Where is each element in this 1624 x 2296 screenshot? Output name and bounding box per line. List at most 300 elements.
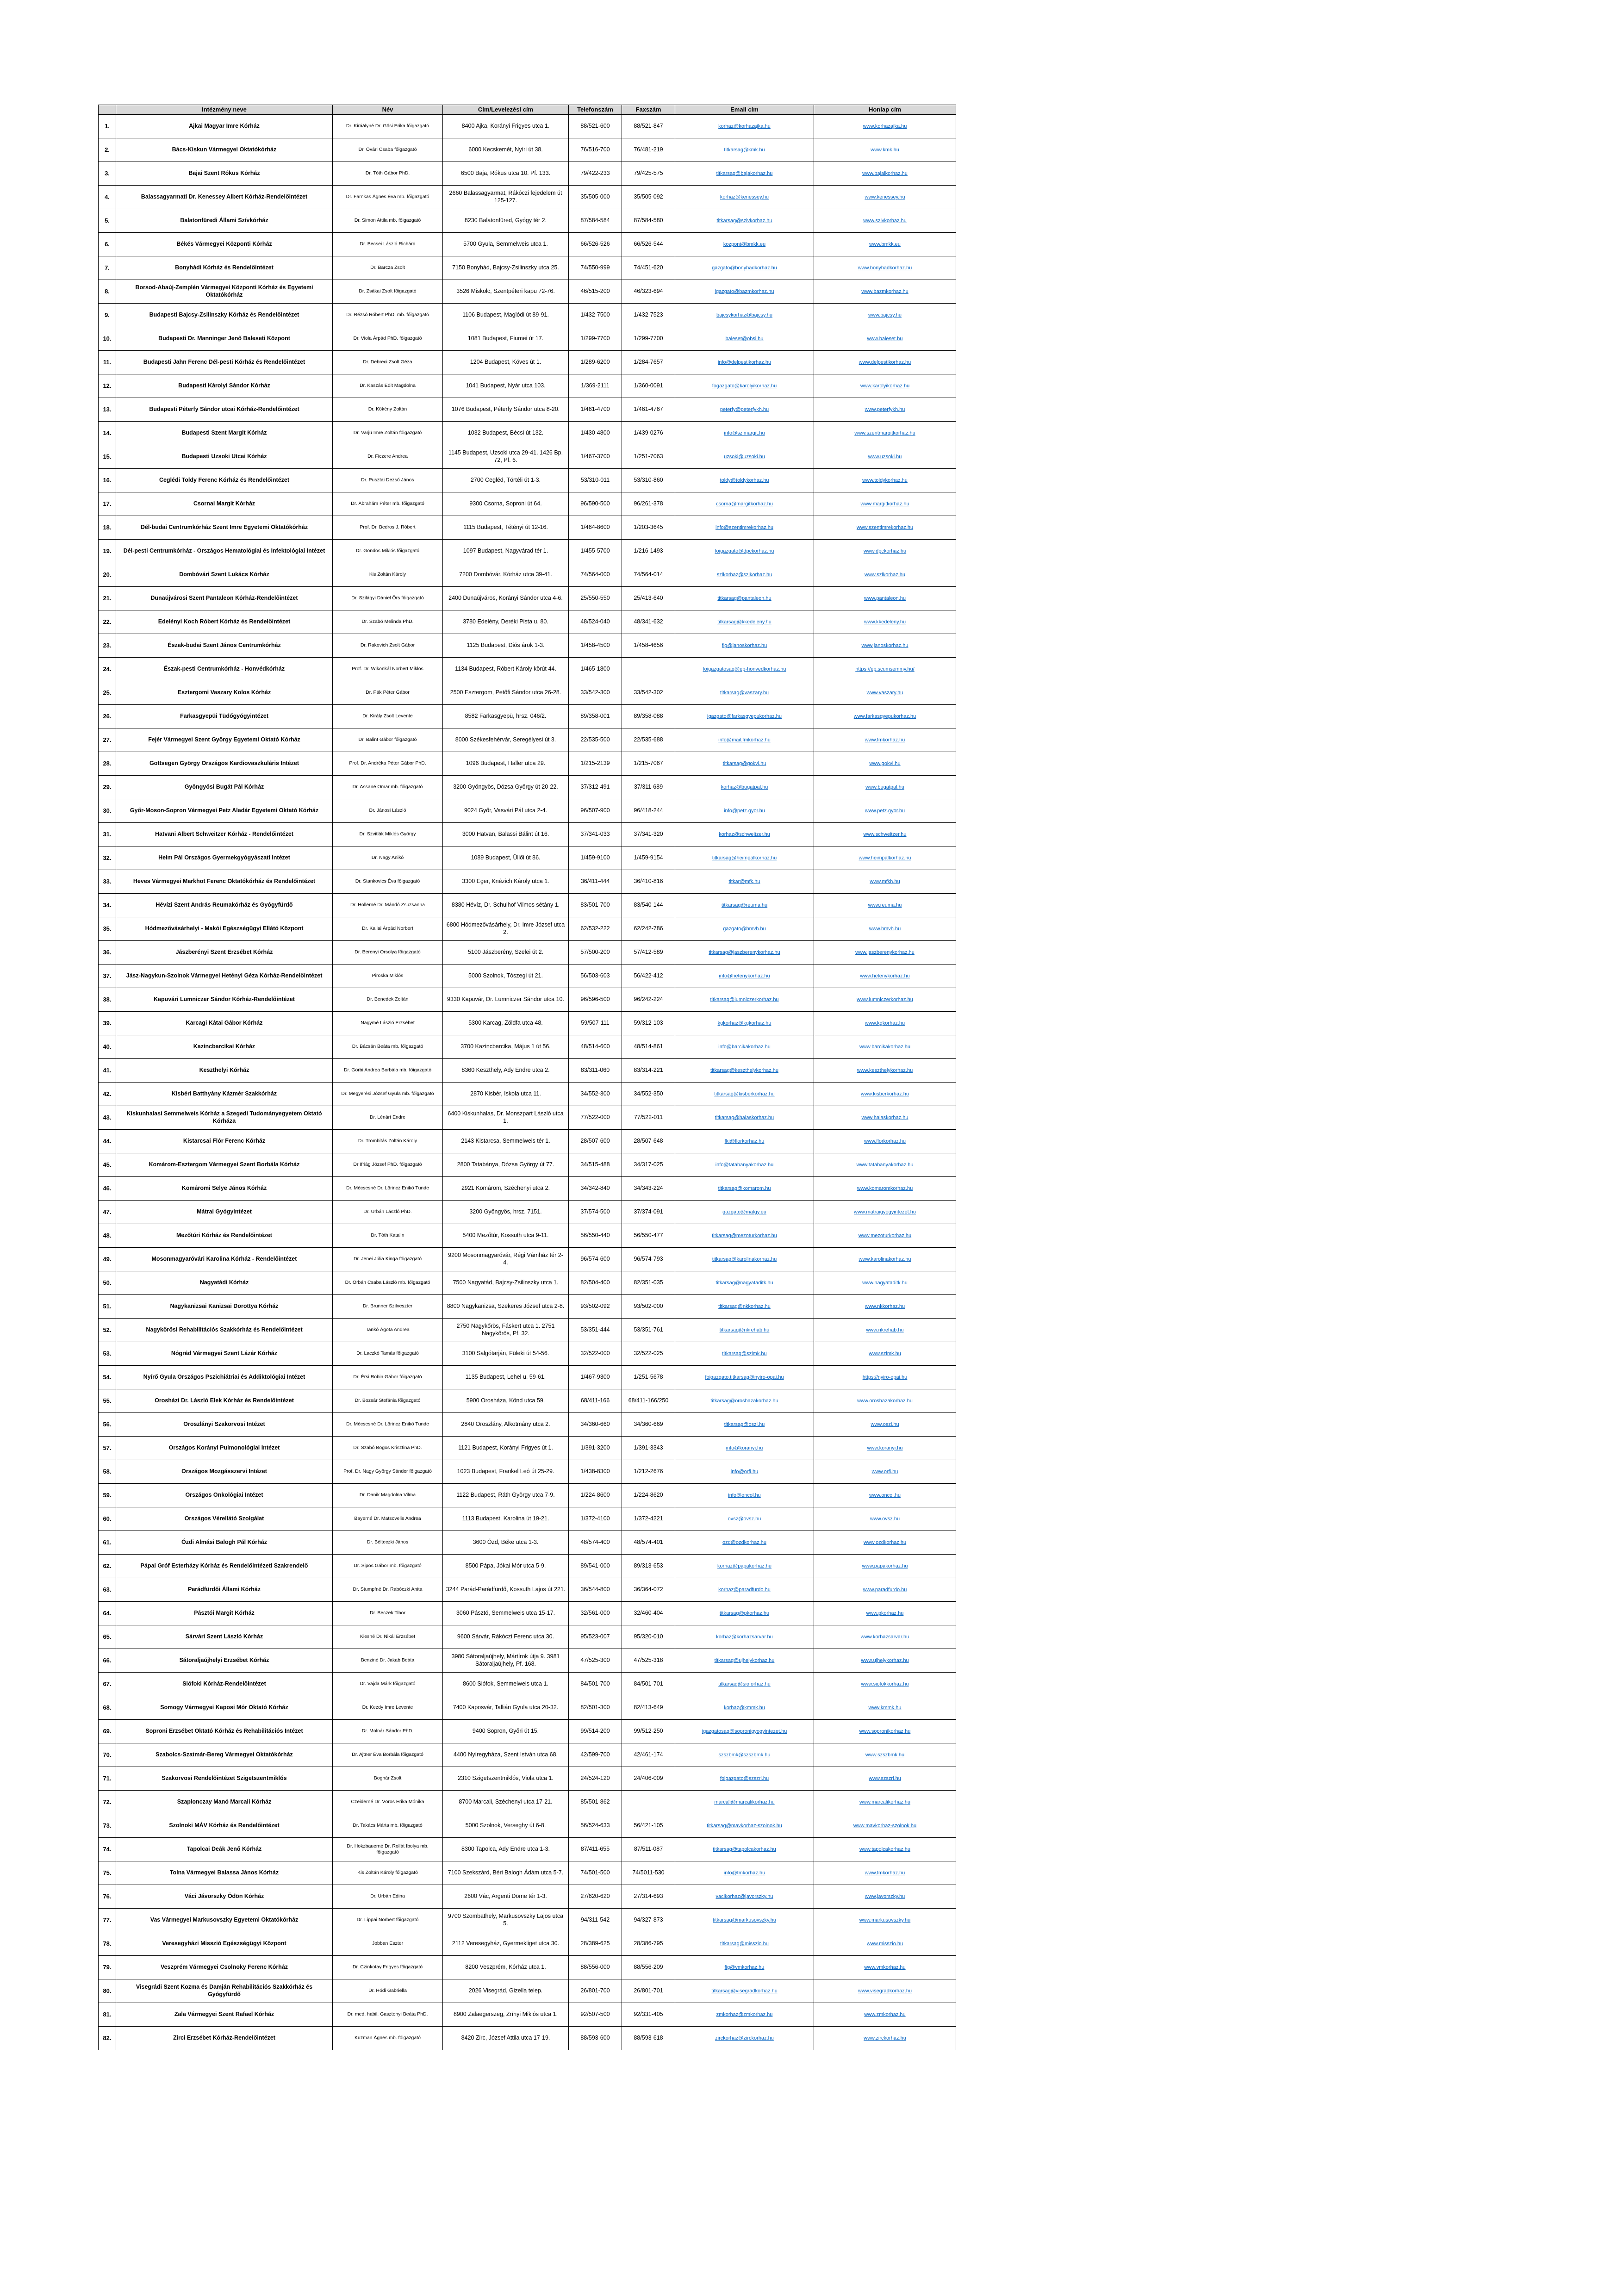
table-row bbox=[99, 563, 956, 587]
website-link[interactable]: www.nagyataditk.hu bbox=[862, 1280, 908, 1286]
fax-number: 34/552-350 bbox=[622, 1083, 675, 1106]
address: 6000 Kecskemét, Nyíri út 38. bbox=[443, 138, 569, 162]
fax-number: 1/215-7067 bbox=[622, 752, 675, 776]
director-name: Piroska Miklós bbox=[333, 964, 443, 988]
email-link[interactable]: titkarsag@ujhelykorhaz.hu bbox=[714, 1658, 775, 1664]
email-link[interactable]: fig@janoskorhaz.hu bbox=[722, 643, 767, 649]
email-link-cell bbox=[675, 1649, 814, 1673]
email-link[interactable]: foigazgato.titkarsag@nyiro-opai.hu bbox=[705, 1375, 784, 1381]
email-link[interactable]: info@hetenykorhaz.hu bbox=[719, 973, 770, 979]
phone-number: 37/341-033 bbox=[569, 823, 622, 846]
email-link[interactable]: titkarsag@szlmk.hu bbox=[722, 1351, 767, 1357]
website-link[interactable]: www.szlmk.hu bbox=[869, 1351, 901, 1357]
table-row bbox=[99, 138, 956, 162]
address: 3300 Eger, Knézich Károly utca 1. bbox=[443, 870, 569, 894]
institution-name: Veresegyházi Misszió Egészségügyi Központ bbox=[116, 1932, 333, 1956]
website-link[interactable]: www.tapolcakorhaz.hu bbox=[859, 1847, 911, 1853]
institution-name: Farkasgyepüi Tüdőgyógyintézet bbox=[116, 705, 333, 728]
email-link[interactable]: fig@vmkorhaz.hu bbox=[724, 1965, 765, 1971]
website-link[interactable]: www.delpestikorhaz.hu bbox=[859, 360, 911, 366]
email-link[interactable]: titkarsag@mezoturkorhaz.hu bbox=[712, 1233, 777, 1239]
email-link[interactable]: korhaz@paradfurdo.hu bbox=[718, 1587, 771, 1593]
email-link[interactable]: zirckorhaz@zirckorhaz.hu bbox=[715, 2035, 774, 2041]
website-link[interactable]: www.janoskorhaz.hu bbox=[861, 643, 908, 649]
institution-name: Somogy Vármegyei Kaposi Mór Oktató Kórház bbox=[116, 1696, 333, 1720]
table-row bbox=[99, 1248, 956, 1271]
row-number: 74. bbox=[99, 1838, 116, 1861]
address: 8380 Hévíz, Dr. Schulhof Vilmos sétány 1. bbox=[443, 894, 569, 917]
website-link[interactable]: www.pantaleon.hu bbox=[864, 596, 906, 602]
website-link[interactable]: www.nkkorhaz.hu bbox=[865, 1304, 905, 1310]
website-link[interactable]: www.sopronikorhaz.hu bbox=[859, 1729, 911, 1735]
email-link[interactable]: titkarsag@sioforhaz.hu bbox=[718, 1681, 771, 1687]
website-link[interactable]: www.ujhelykorhaz.hu bbox=[861, 1658, 909, 1664]
fax-number: 99/512-250 bbox=[622, 1720, 675, 1743]
website-link[interactable]: www.gokvi.hu bbox=[869, 761, 901, 767]
email-link[interactable]: titkarsag@lumniczerkorhaz.hu bbox=[710, 997, 779, 1003]
website-link[interactable]: www.szszri.hu bbox=[869, 1776, 901, 1782]
row-number: 2. bbox=[99, 138, 116, 162]
website-link-cell bbox=[814, 1649, 956, 1673]
website-link[interactable]: www.pkorhaz.hu bbox=[866, 1611, 904, 1617]
row-number: 16. bbox=[99, 469, 116, 492]
email-link[interactable]: titkarsag@misszio.hu bbox=[720, 1941, 769, 1947]
phone-number: 1/432-7500 bbox=[569, 304, 622, 327]
row-number: 56. bbox=[99, 1413, 116, 1437]
email-link[interactable]: vacikorhaz@javorszky.hu bbox=[716, 1894, 773, 1900]
email-link[interactable]: info@barcikakorhaz.hu bbox=[718, 1044, 771, 1050]
fax-number: 36/410-816 bbox=[622, 870, 675, 894]
table-row bbox=[99, 1201, 956, 1224]
email-link[interactable]: baleset@obsi.hu bbox=[725, 336, 764, 342]
website-link-cell bbox=[814, 941, 956, 964]
address: 1041 Budapest, Nyár utca 103. bbox=[443, 374, 569, 398]
table-row bbox=[99, 1956, 956, 1979]
email-link[interactable]: foigazgato@szszri.hu bbox=[720, 1776, 769, 1782]
website-link[interactable]: www.bonyhadkorhaz.hu bbox=[858, 265, 912, 271]
website-link[interactable]: www.schweitzer.hu bbox=[863, 832, 907, 838]
address: 1081 Budapest, Fiumei út 17. bbox=[443, 327, 569, 351]
website-link[interactable]: www.bugatpal.hu bbox=[865, 784, 904, 790]
email-link[interactable]: titkarsag@tapolcakorhaz.hu bbox=[713, 1847, 776, 1853]
director-name: Dr. Gondos Miklós főigazgató bbox=[333, 540, 443, 563]
fax-number: 48/514-861 bbox=[622, 1035, 675, 1059]
website-link[interactable]: www.zmkorhaz.hu bbox=[864, 2012, 906, 2018]
address: 2921 Komárom, Széchenyi utca 2. bbox=[443, 1177, 569, 1201]
website-link[interactable]: www.bajcsy.hu bbox=[868, 312, 902, 318]
institution-name: Kisbéri Batthyány Kázmér Szakkórház bbox=[116, 1083, 333, 1106]
website-link[interactable]: www.tatabanyakorhaz.hu bbox=[856, 1162, 914, 1168]
email-link[interactable]: titkarsag@pantaleon.hu bbox=[717, 596, 772, 602]
website-link[interactable]: www.margitkorhaz.hu bbox=[860, 501, 909, 507]
website-link[interactable]: www.uzsoki.hu bbox=[868, 454, 902, 460]
website-link[interactable]: www.koranyi.hu bbox=[867, 1445, 903, 1451]
phone-number: 77/522-000 bbox=[569, 1106, 622, 1130]
fax-number: 56/421-105 bbox=[622, 1814, 675, 1838]
website-link[interactable]: www.reuma.hu bbox=[868, 902, 902, 908]
director-name: Dr. Rakovich Zsolt Gábor bbox=[333, 634, 443, 658]
table-row bbox=[99, 587, 956, 610]
website-link[interactable]: www.karolinakorhaz.hu bbox=[859, 1257, 911, 1263]
row-number: 77. bbox=[99, 1909, 116, 1932]
website-link[interactable]: www.szivkorhaz.hu bbox=[863, 218, 907, 224]
website-link-cell bbox=[814, 1177, 956, 1201]
fax-number: 62/242-786 bbox=[622, 917, 675, 941]
row-number: 31. bbox=[99, 823, 116, 846]
website-link[interactable]: www.peterfykh.hu bbox=[865, 407, 905, 413]
address: 8900 Zalaegerszeg, Zrínyi Miklós utca 1. bbox=[443, 2003, 569, 2027]
email-link[interactable]: gazgato@bonyhadkorhaz.hu bbox=[712, 265, 777, 271]
website-link[interactable]: www.heimpalkorhaz.hu bbox=[859, 855, 911, 861]
website-link[interactable]: www.barcikakorhaz.hu bbox=[859, 1044, 911, 1050]
website-link[interactable]: www.korhazajka.hu bbox=[863, 124, 907, 130]
director-name: Dr. Orbán Csaba László mb. főigazgató bbox=[333, 1271, 443, 1295]
website-link[interactable]: www.paradfurdo.hu bbox=[863, 1587, 907, 1593]
institution-name: Nyírő Gyula Országos Pszichiátriai és Addiktológiai Intézet bbox=[116, 1366, 333, 1389]
fax-number: 95/320-010 bbox=[622, 1625, 675, 1649]
email-link-cell bbox=[675, 1909, 814, 1932]
email-link[interactable]: csorna@margitkorhaz.hu bbox=[716, 501, 773, 507]
institution-name: Budapesti Dr. Manninger Jenő Baleseti Központ bbox=[116, 327, 333, 351]
institution-name: Visegrádi Szent Kozma és Damján Rehabilitációs Szakkórház és Gyógyfürdő bbox=[116, 1979, 333, 2003]
institution-name: Gottsegen György Országos Kardiovaszkuláris Intézet bbox=[116, 752, 333, 776]
email-link[interactable]: info@szentimrekorhaz.hu bbox=[716, 525, 773, 531]
email-link-cell bbox=[675, 563, 814, 587]
website-link[interactable]: https://nyiro-opai.hu bbox=[862, 1375, 908, 1381]
institution-name: Fejér Vármegyei Szent György Egyetemi Oktató Kórház bbox=[116, 728, 333, 752]
email-link-cell bbox=[675, 1743, 814, 1767]
director-name: Dr. Urbán László PhD. bbox=[333, 1201, 443, 1224]
website-link[interactable]: www.oncol.hu bbox=[869, 1493, 901, 1499]
email-link[interactable]: fki@florkorhaz.hu bbox=[724, 1139, 765, 1145]
website-link[interactable]: www.marcalikorhaz.hu bbox=[859, 1799, 911, 1805]
email-link[interactable]: titkarsag@halaskorhaz.hu bbox=[715, 1115, 774, 1121]
website-link[interactable]: www.mavkorhaz-szolnok.hu bbox=[853, 1823, 917, 1829]
email-link[interactable]: titkarsag@oszi.hu bbox=[724, 1422, 765, 1428]
row-number: 23. bbox=[99, 634, 116, 658]
email-link[interactable]: info@delpestikorhaz.hu bbox=[717, 360, 772, 366]
phone-number: 1/458-4500 bbox=[569, 634, 622, 658]
website-link[interactable]: www.lumniczerkorhaz.hu bbox=[857, 997, 913, 1003]
director-name: Kiesné Dr. Nikál Erzsébet bbox=[333, 1625, 443, 1649]
email-link[interactable]: titkarsag@visegradkorhaz.hu bbox=[711, 1988, 778, 1994]
director-name: Dr. Király Zsolt Levente bbox=[333, 705, 443, 728]
email-link[interactable]: toldy@toldykorhaz.hu bbox=[720, 478, 769, 484]
website-link[interactable]: www.fmkorhaz.hu bbox=[865, 737, 905, 743]
website-link-cell bbox=[814, 1342, 956, 1366]
website-link-cell bbox=[814, 1130, 956, 1153]
fax-number: 1/251-7063 bbox=[622, 445, 675, 469]
email-link[interactable]: szlkorhaz@szlkorhaz.hu bbox=[716, 572, 772, 578]
email-link-cell bbox=[675, 1153, 814, 1177]
email-link-cell bbox=[675, 1271, 814, 1295]
row-number: 40. bbox=[99, 1035, 116, 1059]
email-link[interactable]: info@orfi.hu bbox=[730, 1469, 759, 1475]
table-row bbox=[99, 186, 956, 209]
website-link[interactable]: www.kgkorhaz.hu bbox=[865, 1020, 905, 1027]
email-link[interactable]: info@tmkorhaz.hu bbox=[723, 1870, 765, 1876]
email-link[interactable]: titkarsag@keszthelykorhaz.hu bbox=[710, 1068, 778, 1074]
institution-name: Orosházi Dr. László Elek Kórház és Rendelőintézet bbox=[116, 1389, 333, 1413]
address: 7200 Dombóvár, Kórház utca 39-41. bbox=[443, 563, 569, 587]
email-link[interactable]: zmkorhaz@zmkorhaz.hu bbox=[716, 2012, 773, 2018]
email-link[interactable]: foigazgatosag@ep-honvedkorhaz.hu bbox=[703, 666, 786, 672]
website-link[interactable]: www.ovsz.hu bbox=[870, 1516, 900, 1522]
website-link-cell bbox=[814, 516, 956, 540]
website-link[interactable]: www.bajaikorhaz.hu bbox=[862, 171, 908, 177]
website-link[interactable]: www.farkasgyepukorhaz.hu bbox=[853, 714, 916, 720]
email-link[interactable]: fogazgato@karolyikorhaz.hu bbox=[712, 383, 777, 389]
website-link[interactable]: www.vmkorhaz.hu bbox=[864, 1965, 906, 1971]
phone-number: 27/620-620 bbox=[569, 1885, 622, 1909]
director-name: Kuzman Ágnes mb. főigazgató bbox=[333, 2027, 443, 2050]
website-link[interactable]: www.oszi.hu bbox=[871, 1422, 899, 1428]
website-link[interactable]: www.matraigyogyintezet.hu bbox=[854, 1209, 916, 1215]
institution-name: Jászberényi Szent Erzsébet Kórház bbox=[116, 941, 333, 964]
website-link[interactable]: www.halaskorhaz.hu bbox=[861, 1115, 908, 1121]
website-link[interactable]: www.misszio.hu bbox=[866, 1941, 903, 1947]
email-link[interactable]: peterfy@peterfykh.hu bbox=[720, 407, 769, 413]
website-link-cell bbox=[814, 1248, 956, 1271]
phone-number: 74/550-999 bbox=[569, 256, 622, 280]
email-link-cell bbox=[675, 233, 814, 256]
address: 3980 Sátoraljaújhely, Mártírok útja 9. 3981 Sátoraljaújhely, Pf. 168. bbox=[443, 1649, 569, 1673]
fax-number: 1/251-5678 bbox=[622, 1366, 675, 1389]
email-link-cell bbox=[675, 1295, 814, 1319]
website-link[interactable]: www.hmvh.hu bbox=[869, 926, 901, 932]
email-link-cell bbox=[675, 1389, 814, 1413]
row-number: 1. bbox=[99, 115, 116, 138]
website-link[interactable]: www.kisberkorhaz.hu bbox=[861, 1091, 909, 1097]
email-link[interactable]: igazgato@bazmkorhaz.hu bbox=[715, 289, 774, 295]
email-link[interactable]: korhaz@kmmk.hu bbox=[724, 1705, 765, 1711]
email-link[interactable]: info@szimargit.hu bbox=[724, 430, 765, 436]
website-link[interactable]: www.kenessey.hu bbox=[865, 194, 905, 200]
institution-name: Kapuvári Lumniczer Sándor Kórház-Rendelőintézet bbox=[116, 988, 333, 1012]
website-link[interactable]: www.korhazsarvar.hu bbox=[860, 1634, 909, 1640]
table-row bbox=[99, 1909, 956, 1932]
row-number: 60. bbox=[99, 1507, 116, 1531]
email-link-cell bbox=[675, 658, 814, 681]
website-link[interactable]: www.markusovszky.hu bbox=[859, 1917, 911, 1923]
email-link[interactable]: foigazgato@dpckorhaz.hu bbox=[715, 548, 774, 554]
fax-number: 89/313-653 bbox=[622, 1555, 675, 1578]
website-link[interactable]: www.mezoturkorhaz.hu bbox=[858, 1233, 912, 1239]
email-link[interactable]: korhaz@bugatpal.hu bbox=[721, 784, 768, 790]
phone-number: 1/430-4800 bbox=[569, 422, 622, 445]
institution-name: Szolnoki MÁV Kórház és Rendelőintézet bbox=[116, 1814, 333, 1838]
table-row bbox=[99, 1979, 956, 2003]
email-link[interactable]: bajcsykorhaz@bajcsy.hu bbox=[716, 312, 773, 318]
director-name: Jobban Eszter bbox=[333, 1932, 443, 1956]
email-link[interactable]: korhaz@papakorhaz.hu bbox=[717, 1563, 772, 1569]
email-link[interactable]: igazgato@farkasgyepukorhaz.hu bbox=[707, 714, 782, 720]
website-link[interactable]: www.karolyikorhaz.hu bbox=[860, 383, 910, 389]
phone-number: 95/523-007 bbox=[569, 1625, 622, 1649]
row-number: 14. bbox=[99, 422, 116, 445]
phone-number: 1/224-8600 bbox=[569, 1484, 622, 1507]
email-link[interactable]: kozpont@bmkk.eu bbox=[723, 242, 766, 248]
email-link[interactable]: titkarsag@kmk.hu bbox=[724, 147, 765, 153]
table-row bbox=[99, 1389, 956, 1413]
email-link[interactable]: titkarsag@nkrehab.hu bbox=[719, 1327, 770, 1333]
email-link[interactable]: korhaz@korhazsarvar.hu bbox=[716, 1634, 773, 1640]
website-link-cell bbox=[814, 1413, 956, 1437]
institution-name: Hévízi Szent András Reumakórház és Gyógyfürdő bbox=[116, 894, 333, 917]
website-link[interactable]: www.visegradkorhaz.hu bbox=[858, 1988, 912, 1994]
website-link[interactable]: www.papakorhaz.hu bbox=[862, 1563, 908, 1569]
website-link[interactable]: www.florkorhaz.hu bbox=[864, 1139, 906, 1145]
email-link[interactable]: szszbmk@szszbmk.hu bbox=[718, 1752, 771, 1758]
website-link[interactable]: www.ozdkorhaz.hu bbox=[863, 1540, 907, 1546]
website-link[interactable]: www.keszthelykorhaz.hu bbox=[857, 1068, 913, 1074]
email-link-cell bbox=[675, 1720, 814, 1743]
fax-number: 1/439-0276 bbox=[622, 422, 675, 445]
email-link[interactable]: korhaz@korhazajka.hu bbox=[718, 124, 771, 130]
website-link[interactable]: www.szentmargitkorhaz.hu bbox=[854, 430, 915, 436]
website-link[interactable]: www.kmk.hu bbox=[871, 147, 899, 153]
email-link-cell bbox=[675, 115, 814, 138]
website-link[interactable]: https://ep.scumsemmy.hu/ bbox=[855, 666, 915, 672]
website-link[interactable]: www.dpckorhaz.hu bbox=[863, 548, 907, 554]
row-number: 38. bbox=[99, 988, 116, 1012]
email-link[interactable]: gazgato@hmvh.hu bbox=[723, 926, 766, 932]
website-link[interactable]: www.siofokkorhaz.hu bbox=[861, 1681, 909, 1687]
institution-name: Oroszlányi Szakorvosi Intézet bbox=[116, 1413, 333, 1437]
website-link-cell bbox=[814, 658, 956, 681]
email-link[interactable]: info@tatabanyakorhaz.hu bbox=[715, 1162, 774, 1168]
website-link-cell bbox=[814, 1578, 956, 1602]
table-row bbox=[99, 705, 956, 728]
email-link[interactable]: gazgato@matgy.eu bbox=[722, 1209, 766, 1215]
website-link[interactable]: www.toldykorhaz.hu bbox=[862, 478, 908, 484]
table-row bbox=[99, 610, 956, 634]
website-link[interactable]: www.kkedeleny.hu bbox=[864, 619, 906, 625]
email-link[interactable]: info@petz.gyor.hu bbox=[724, 808, 765, 814]
email-link[interactable]: marcali@marcalikorhaz.hu bbox=[714, 1799, 775, 1805]
website-link[interactable]: www.szentimrekorhaz.hu bbox=[856, 525, 914, 531]
row-number: 68. bbox=[99, 1696, 116, 1720]
website-link[interactable]: www.javorszky.hu bbox=[865, 1894, 905, 1900]
website-link[interactable]: www.jaszberenykorhaz.hu bbox=[855, 950, 915, 956]
table-row bbox=[99, 1767, 956, 1791]
email-link[interactable]: titkarsag@kisberkorhaz.hu bbox=[714, 1091, 775, 1097]
website-link[interactable]: www.bmkk.eu bbox=[869, 242, 901, 248]
phone-number: 28/507-600 bbox=[569, 1130, 622, 1153]
fax-number: 24/406-009 bbox=[622, 1767, 675, 1791]
email-link[interactable]: info@mail.fmkorhaz.hu bbox=[718, 737, 771, 743]
phone-number: 32/522-000 bbox=[569, 1342, 622, 1366]
fax-number: - bbox=[622, 658, 675, 681]
fax-number: 28/386-795 bbox=[622, 1932, 675, 1956]
website-link[interactable]: www.tmkorhaz.hu bbox=[865, 1870, 905, 1876]
fax-number: 33/542-302 bbox=[622, 681, 675, 705]
row-number: 65. bbox=[99, 1625, 116, 1649]
email-link[interactable]: info@oncol.hu bbox=[728, 1493, 761, 1499]
row-number: 61. bbox=[99, 1531, 116, 1555]
email-link[interactable]: uzsoki@uzsoki.hu bbox=[724, 454, 765, 460]
email-link[interactable]: titkarsag@pkorhaz.hu bbox=[719, 1611, 770, 1617]
director-name: Dr. Bácsán Beáta mb. főigazgató bbox=[333, 1035, 443, 1059]
institution-name: Ajkai Magyar Imre Kórház bbox=[116, 115, 333, 138]
director-name: Dr. Assané Omar mb. főigazgató bbox=[333, 776, 443, 799]
website-link[interactable]: www.szszbmk.hu bbox=[865, 1752, 905, 1758]
website-link[interactable]: www.szlkorhaz.hu bbox=[864, 572, 906, 578]
header-director: Név bbox=[333, 105, 443, 115]
institution-name: Szabolcs-Szatmár-Bereg Vármegyei Oktatókórház bbox=[116, 1743, 333, 1767]
email-link[interactable]: titkarsag@nkkorhaz.hu bbox=[718, 1304, 771, 1310]
email-link[interactable]: titkarsag@vaszary.hu bbox=[720, 690, 769, 696]
website-link[interactable]: www.hetenykorhaz.hu bbox=[860, 973, 910, 979]
email-link-cell bbox=[675, 1437, 814, 1460]
email-link[interactable]: igazgatosag@sopronigyogyintezet.hu bbox=[702, 1729, 787, 1735]
phone-number: 93/502-092 bbox=[569, 1295, 622, 1319]
website-link-cell bbox=[814, 1861, 956, 1885]
website-link[interactable]: www.zirckorhaz.hu bbox=[864, 2035, 906, 2041]
email-link[interactable]: titkarsag@karolinakorhaz.hu bbox=[712, 1257, 777, 1263]
website-link[interactable]: www.petz.gyor.hu bbox=[865, 808, 905, 814]
website-link-cell bbox=[814, 799, 956, 823]
website-link[interactable]: www.nkrehab.hu bbox=[866, 1327, 904, 1333]
phone-number: 1/467-9300 bbox=[569, 1366, 622, 1389]
fax-number: 34/317-025 bbox=[622, 1153, 675, 1177]
email-link[interactable]: info@koranyi.hu bbox=[726, 1445, 763, 1451]
website-link[interactable]: www.kmmk.hu bbox=[868, 1705, 902, 1711]
website-link[interactable]: www.vaszary.hu bbox=[866, 690, 903, 696]
website-link[interactable]: www.bazmkorhaz.hu bbox=[861, 289, 908, 295]
director-name: Dr. Stumpfné Dr. Rabóczki Anita bbox=[333, 1578, 443, 1602]
email-link[interactable]: titkarsag@mavkorhaz-szolnok.hu bbox=[707, 1823, 782, 1829]
row-number: 18. bbox=[99, 516, 116, 540]
table-row bbox=[99, 1083, 956, 1106]
website-link[interactable]: www.orfi.hu bbox=[871, 1469, 898, 1475]
email-link[interactable]: titkarsag@gokvi.hu bbox=[722, 761, 766, 767]
table-row bbox=[99, 1932, 956, 1956]
email-link[interactable]: titkarsag@markusovszky.hu bbox=[713, 1917, 776, 1923]
email-link[interactable]: korhaz@schweitzer.hu bbox=[719, 832, 770, 838]
email-link[interactable]: ozd@ozdkorhaz.hu bbox=[722, 1540, 766, 1546]
email-link[interactable]: titkarsag@bajakorhaz.hu bbox=[716, 171, 773, 177]
email-link[interactable]: korhaz@kenessey.hu bbox=[720, 194, 769, 200]
email-link[interactable]: titkarsag@nagyataditk.hu bbox=[716, 1280, 773, 1286]
table-row bbox=[99, 492, 956, 516]
website-link[interactable]: www.mfkh.hu bbox=[870, 879, 900, 885]
email-link[interactable]: kgkorhaz@kgkorhaz.hu bbox=[717, 1020, 772, 1027]
email-link[interactable]: ovsz@ovsz.hu bbox=[728, 1516, 761, 1522]
institution-name: Észak-pesti Centrumkórház - Honvédkórház bbox=[116, 658, 333, 681]
director-name: Dr. Danik Magdolna Vilma bbox=[333, 1484, 443, 1507]
director-name: Dr. Övári Csaba főigazgató bbox=[333, 138, 443, 162]
email-link[interactable]: titkarsag@heimpalkorhaz.hu bbox=[712, 855, 777, 861]
email-link[interactable]: titkarsag@jaszberenykorhaz.hu bbox=[709, 950, 780, 956]
website-link[interactable]: www.komaromkorhaz.hu bbox=[857, 1186, 913, 1192]
email-link[interactable]: titkar@mfk.hu bbox=[728, 879, 760, 885]
fax-number: 96/242-224 bbox=[622, 988, 675, 1012]
director-name: Dr. Hódi Gabriella bbox=[333, 1979, 443, 2003]
email-link-cell bbox=[675, 1932, 814, 1956]
website-link[interactable]: www.oroshazakorhaz.hu bbox=[857, 1398, 913, 1404]
email-link-cell bbox=[675, 540, 814, 563]
address: 2750 Nagykőrös, Fáskert utca 1. 2751 Nagykőrös, Pf. 32. bbox=[443, 1319, 569, 1342]
email-link[interactable]: titkarsag@szivkorhaz.hu bbox=[716, 218, 772, 224]
table-row bbox=[99, 823, 956, 846]
address: 9700 Szombathely, Markusovszky Lajos utca 5. bbox=[443, 1909, 569, 1932]
email-link[interactable]: titkarsag@oroshazakorhaz.hu bbox=[710, 1398, 778, 1404]
email-link[interactable]: titkarsag@kkedeleny.hu bbox=[717, 619, 772, 625]
website-link[interactable]: www.baleset.hu bbox=[867, 336, 903, 342]
email-link[interactable]: titkarsag@komarom.hu bbox=[718, 1186, 771, 1192]
email-link[interactable]: titkarsag@reuma.hu bbox=[721, 902, 768, 908]
